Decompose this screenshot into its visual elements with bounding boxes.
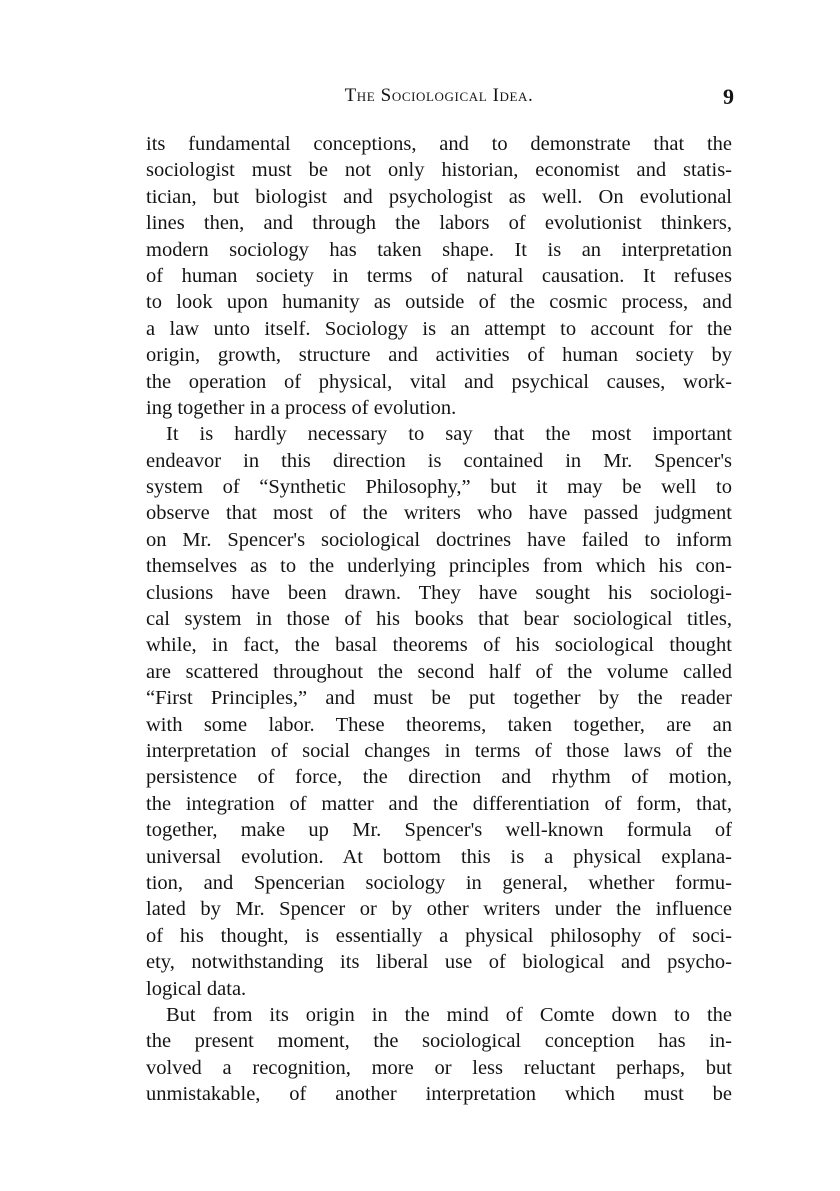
text-line: lated by Mr. Spencer or by other writers under the influence xyxy=(146,898,732,921)
text-line: universal evolution. At bottom this is a physical explana- xyxy=(146,845,732,868)
body-text xyxy=(146,131,732,1107)
text-line: tician, but biologist and psychologist as well. On evolutional xyxy=(146,185,732,208)
text-line: themselves as to the underlying principles from which his con- xyxy=(146,555,732,578)
text-line: system of “Synthetic Philosophy,” but it may be well to xyxy=(146,476,732,499)
text-line: while, in fact, the basal theorems of his sociological thought xyxy=(146,634,732,657)
text-line: origin, growth, structure and activities of human society by xyxy=(146,344,732,367)
text-line: ety, notwithstanding its liberal use of biological and psycho- xyxy=(146,951,732,974)
text-line: on Mr. Spencer's sociological doctrines have failed to inform xyxy=(146,528,732,551)
text-line: with some labor. These theorems, taken together, are an xyxy=(146,713,732,736)
text-line: unmistakable, of another interpretation which must be xyxy=(146,1083,732,1106)
running-head xyxy=(146,84,732,114)
running-title: The Sociological Idea. xyxy=(344,85,534,106)
text-line: sociologist must be not only historian, economist and statis- xyxy=(146,159,732,182)
text-line: logical data. xyxy=(146,977,247,1000)
text-line: endeavor in this direction is contained in Mr. Spencer's xyxy=(146,449,732,472)
text-line: It is hardly necessary to say that the most important xyxy=(166,423,732,446)
text-line: cal system in those of his books that bear sociological titles, xyxy=(146,608,732,631)
text-line: of human society in terms of natural causation. It refuses xyxy=(146,264,732,287)
text-line: modern sociology has taken shape. It is an interpretation xyxy=(146,238,732,261)
text-line: But from its origin in the mind of Comte down to the xyxy=(166,1003,732,1026)
text-line: ing together in a process of evolution. xyxy=(146,396,457,419)
text-line: tion, and Spencerian sociology in general, whether formu- xyxy=(146,871,732,894)
text-line: volved a recognition, more or less reluctant perhaps, but xyxy=(146,1056,732,1079)
text-line: the present moment, the sociological conception has in- xyxy=(146,1030,732,1053)
text-line: its fundamental conceptions, and to demonstrate that the xyxy=(146,133,732,155)
text-line: “First Principles,” and must be put together by the reader xyxy=(146,687,732,710)
text-line: observe that most of the writers who have passed judgment xyxy=(146,502,732,525)
text-line: a law unto itself. Sociology is an attempt to account for the xyxy=(146,317,732,340)
text-line: the integration of matter and the differentiation of form, that, xyxy=(146,792,732,815)
text-line: to look upon humanity as outside of the cosmic process, and xyxy=(146,291,732,314)
text-line: lines then, and through the labors of evolutionist thinkers, xyxy=(146,212,732,235)
text-line: interpretation of social changes in terms of those laws of the xyxy=(146,739,732,762)
text-line: are scattered throughout the second half of the volume called xyxy=(146,660,732,683)
text-line: together, make up Mr. Spencer's well-known formula of xyxy=(146,819,732,842)
text-line: persistence of force, the direction and rhythm of motion, xyxy=(146,766,732,789)
text-line: the operation of physical, vital and psychical causes, work- xyxy=(146,370,732,393)
text-line: clusions have been drawn. They have sought his sociologi- xyxy=(146,581,732,604)
page-number: 9 xyxy=(723,84,734,109)
text-line: of his thought, is essentially a physical philosophy of soci- xyxy=(146,924,732,947)
